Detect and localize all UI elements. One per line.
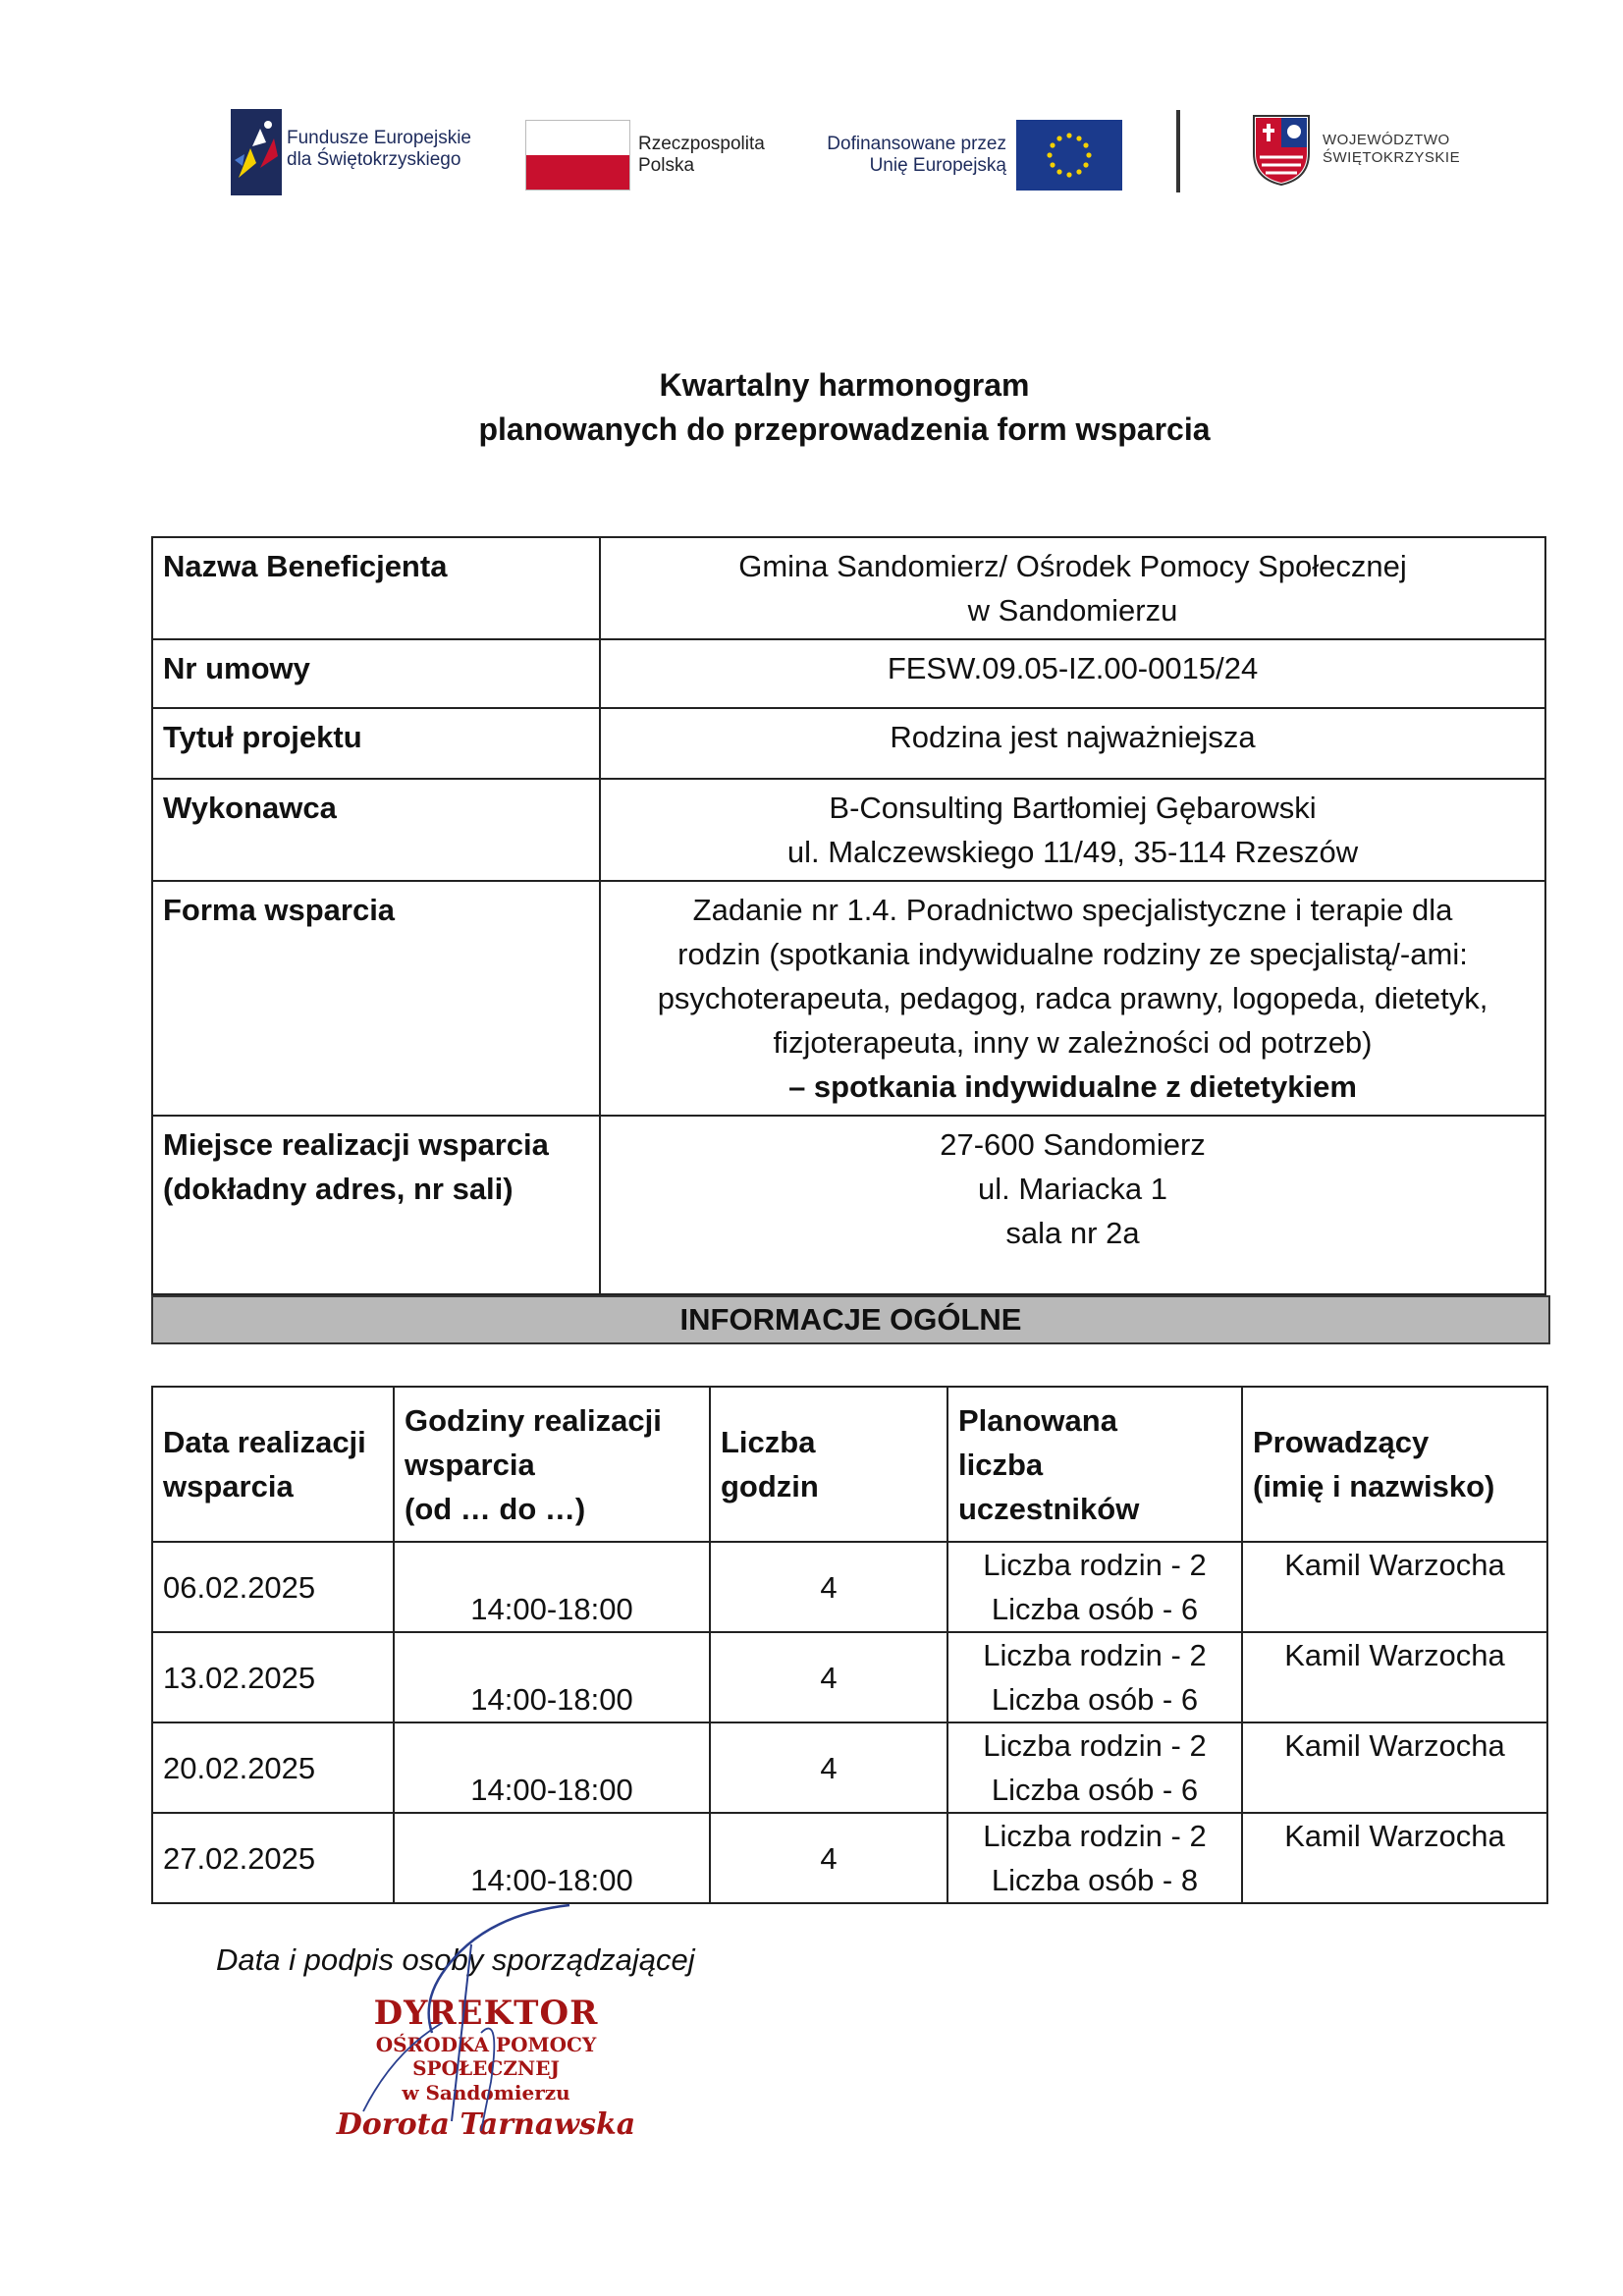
value-umowa: FESW.09.05-IZ.00-0015/24 <box>600 639 1545 708</box>
forma-line2: rodzin (spotkania indywidualne rodziny ze specjalistą/-ami: <box>677 937 1468 971</box>
cell-hours: 14:00-18:00 <box>394 1813 710 1903</box>
crest-icon <box>1252 114 1311 187</box>
fe-text-line2: dla Świętokrzyskiego <box>287 149 461 170</box>
beneficjent-line1: Gmina Sandomierz/ Ośrodek Pomocy Społecznej <box>738 549 1407 583</box>
forma-line4: fizjoterapeuta, inny w zależności od potrzeb) <box>773 1025 1373 1060</box>
miejsce-label-line1: Miejsce realizacji wsparcia <box>163 1127 549 1162</box>
cell-count: 4 <box>710 1722 947 1813</box>
wykonawca-line2: ul. Malczewskiego 11/49, 35-114 Rzeszów <box>786 835 1359 869</box>
forma-line1: Zadanie nr 1.4. Poradnictwo specjalistyczne i terapie dla <box>692 893 1453 927</box>
fundusze-europejskie-logo <box>226 106 511 194</box>
schedule-row <box>152 1632 1547 1722</box>
cell-hours: 14:00-18:00 <box>394 1542 710 1632</box>
eu-flag-icon <box>1016 120 1122 191</box>
cell-lead: Kamil Warzocha <box>1242 1813 1547 1903</box>
logo-bar <box>226 106 1461 194</box>
schedule-row <box>152 1542 1547 1632</box>
cell-participants <box>947 1813 1242 1903</box>
stamp-line1: DYREKTOR <box>373 1994 599 2033</box>
header-hours-line3: (od … do …) <box>405 1491 586 1526</box>
header-part-line2: liczba <box>958 1447 1044 1482</box>
pl-text-line1: Rzeczpospolita <box>638 134 765 154</box>
cell-date: 20.02.2025 <box>152 1722 394 1813</box>
cell-lead: Kamil Warzocha <box>1242 1722 1547 1813</box>
persons-count: Liczba osób - 6 <box>991 1592 1199 1626</box>
title-line1: Kwartalny harmonogram <box>659 367 1030 403</box>
cell-participants <box>947 1542 1242 1632</box>
header-part-line3: uczestników <box>958 1491 1140 1526</box>
row-wykonawca <box>152 779 1545 881</box>
miejsce-line1: 27-600 Sandomierz <box>940 1127 1206 1162</box>
miejsce-line3: sala nr 2a <box>1005 1216 1140 1250</box>
families-count: Liczba rodzin - 2 <box>983 1638 1207 1672</box>
header-hours <box>394 1387 710 1542</box>
families-count: Liczba rodzin - 2 <box>983 1819 1207 1853</box>
header-hours-line2: wsparcia <box>405 1447 535 1482</box>
logo-separator <box>1176 110 1180 192</box>
cell-count: 4 <box>710 1632 947 1722</box>
schedule-row <box>152 1722 1547 1813</box>
header-hours-line1: Godziny realizacji <box>405 1402 662 1438</box>
miejsce-line2: ul. Mariacka 1 <box>978 1172 1167 1206</box>
label-wykonawca: Wykonawca <box>152 779 600 881</box>
header-date-line1: Data realizacji <box>163 1425 366 1459</box>
forma-line5: – spotkania indywidualne z dietetykiem <box>788 1069 1357 1104</box>
project-info-table <box>151 536 1546 1295</box>
families-count: Liczba rodzin - 2 <box>983 1548 1207 1582</box>
row-miejsce <box>152 1116 1545 1294</box>
cell-count: 4 <box>710 1813 947 1903</box>
cell-hours: 14:00-18:00 <box>394 1722 710 1813</box>
label-umowa: Nr umowy <box>152 639 600 708</box>
schedule-header-row <box>152 1387 1547 1542</box>
stamp-line2: OŚRODKA POMOCY SPOŁECZNEJ <box>375 2033 597 2080</box>
persons-count: Liczba osób - 6 <box>991 1773 1199 1807</box>
pl-text-line2: Polska <box>638 155 695 176</box>
section-header-informacje-ogolne: INFORMACJE OGÓLNE <box>151 1295 1550 1344</box>
header-part-line1: Planowana <box>958 1402 1117 1438</box>
fe-text-line1: Fundusze Europejskie <box>287 128 471 148</box>
eu-text-line1: Dofinansowane przez <box>827 134 1006 154</box>
header-date-line2: wsparcia <box>163 1469 294 1503</box>
sw-text-line1: WOJEWÓDZTWO <box>1323 132 1450 148</box>
label-forma: Forma wsparcia <box>152 881 600 1116</box>
header-count-line2: godzin <box>721 1469 819 1503</box>
fe-emblem-icon <box>231 109 282 195</box>
forma-line3: psychoterapeuta, pedagog, radca prawny, logopeda, dietetyk, <box>657 981 1488 1015</box>
wojewodztwo-swietokrzyskie-logo <box>1252 114 1468 194</box>
header-lead-line2: (imię i nazwisko) <box>1253 1469 1495 1503</box>
cell-participants <box>947 1722 1242 1813</box>
stamp-line4: Dorota Tarnawska <box>336 2107 636 2142</box>
eu-text-line2: Unię Europejską <box>869 155 1006 176</box>
row-tytul <box>152 708 1545 779</box>
cell-date: 13.02.2025 <box>152 1632 394 1722</box>
wykonawca-line1: B-Consulting Bartłomiej Gębarowski <box>829 791 1317 825</box>
header-count-line1: Liczba <box>721 1425 816 1459</box>
value-wykonawca <box>600 779 1545 881</box>
cell-lead: Kamil Warzocha <box>1242 1542 1547 1632</box>
handwritten-signature <box>334 1886 609 2160</box>
cell-date: 27.02.2025 <box>152 1813 394 1903</box>
cell-date: 06.02.2025 <box>152 1542 394 1632</box>
header-count <box>710 1387 947 1542</box>
label-beneficjent: Nazwa Beneficjenta <box>152 537 600 639</box>
persons-count: Liczba osób - 8 <box>991 1863 1199 1897</box>
document-title <box>0 363 1623 452</box>
stamp-line3: w Sandomierzu <box>402 2081 570 2105</box>
row-beneficjent <box>152 537 1545 639</box>
label-miejsce <box>152 1116 600 1294</box>
cell-participants <box>947 1632 1242 1722</box>
persons-count: Liczba osób - 6 <box>991 1682 1199 1717</box>
miejsce-label-line2: (dokładny adres, nr sali) <box>163 1172 514 1206</box>
cell-count: 4 <box>710 1542 947 1632</box>
row-forma <box>152 881 1545 1116</box>
header-lead <box>1242 1387 1547 1542</box>
value-miejsce <box>600 1116 1545 1294</box>
cell-lead: Kamil Warzocha <box>1242 1632 1547 1722</box>
header-participants <box>947 1387 1242 1542</box>
row-umowa <box>152 639 1545 708</box>
value-beneficjent <box>600 537 1545 639</box>
rzeczpospolita-polska-logo <box>525 112 800 192</box>
schedule-table <box>151 1386 1548 1904</box>
sw-text-line2: ŚWIĘTOKRZYSKIE <box>1323 149 1461 166</box>
title-line2: planowanych do przeprowadzenia form wsparcia <box>478 411 1211 447</box>
label-tytul: Tytuł projektu <box>152 708 600 779</box>
cell-hours: 14:00-18:00 <box>394 1632 710 1722</box>
beneficjent-line2: w Sandomierzu <box>967 593 1178 628</box>
header-date <box>152 1387 394 1542</box>
eu-cofinancing-logo <box>810 112 1144 192</box>
signature-label: Data i podpis osoby sporządzającej <box>216 1942 695 1977</box>
polish-flag-icon <box>525 120 630 191</box>
value-forma <box>600 881 1545 1116</box>
families-count: Liczba rodzin - 2 <box>983 1728 1207 1763</box>
header-lead-line1: Prowadzący <box>1253 1425 1430 1459</box>
value-tytul: Rodzina jest najważniejsza <box>600 708 1545 779</box>
